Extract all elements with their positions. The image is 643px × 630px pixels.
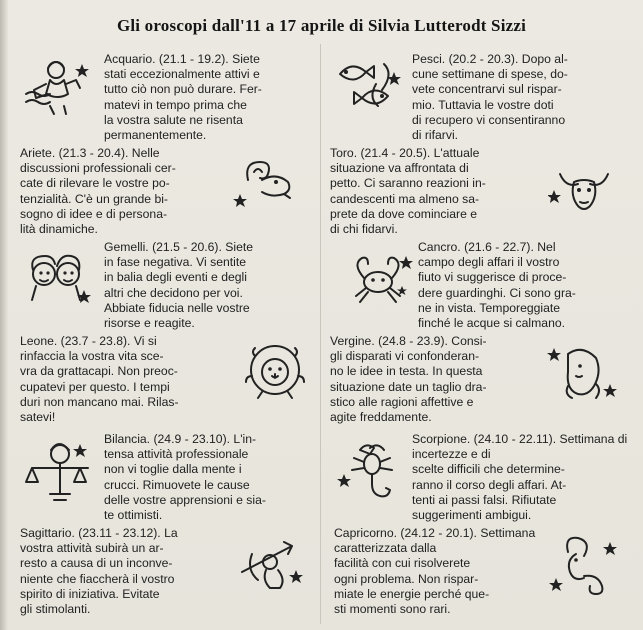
column-divider — [320, 44, 321, 624]
sign-text: L'attuale situazione va affrontata di petto. Ci saranno reazioni in- candescenti ma almeno sa- prete da dove cominciare e di chi fidarvi. — [330, 146, 486, 237]
horoscope-scorpione — [412, 432, 630, 523]
horoscope-sagittario — [20, 526, 230, 617]
sign-dates: (20.2 - 20.3). — [448, 52, 519, 66]
aquarius-icon — [20, 54, 92, 116]
page-edge-shadow — [0, 0, 8, 630]
sign-name: Toro. — [330, 146, 358, 160]
sign-name: Leone. — [20, 334, 58, 348]
horoscope-pesci — [412, 52, 627, 143]
sign-text: Settimana caratterizzata dalla facilità con cui risolverete ogni problema. Non rispar- miate le energie perché que- sti momenti sono rari. — [334, 526, 536, 617]
sign-text: Nel campo degli affari il vostro fiuto vi suggerisce di proce- dere guardinghi. Ci sono gra- ne in vista. Temporeggiate finché le acque si calmano. — [418, 240, 576, 331]
taurus-icon — [548, 160, 620, 222]
sign-text: Nelle discussioni professionali cer- cate di rilevare le vostre po- tenzialità. C'è un grande bi- sogno di idee e di persona- lità dinamiche. — [20, 146, 176, 237]
sign-name: Capricorno. — [334, 526, 397, 540]
sign-dates: (21.3 - 20.4). — [58, 146, 129, 160]
aries-icon — [232, 150, 304, 212]
sign-text: Dopo al- cune settimane di spese, do- vete concentrarvi sul rispar- mio. Tuttavia le vostre doti di recupero vi consentiranno di rifarvi. — [412, 52, 568, 143]
sign-name: Ariete. — [20, 146, 56, 160]
scorpio-icon — [336, 436, 408, 506]
sign-name: Acquario. — [104, 52, 156, 66]
horoscope-ariete — [20, 146, 230, 237]
sign-dates: (23.7 - 23.8). — [60, 334, 131, 348]
sign-name: Sagittario. — [20, 526, 75, 540]
capricorn-icon — [548, 532, 620, 598]
sign-text: L'in- tensa attività professionale non vi toglie dalla mente i crucci. Rimuovete le cause delle vostre apprensioni e sia- te ottimisti. — [104, 432, 266, 523]
libra-icon — [20, 438, 92, 508]
sign-dates: (23.11 - 23.12). — [78, 526, 161, 540]
sign-dates: (21.6 - 22.7). — [464, 240, 534, 254]
sign-text: Settimana di incertezze e di scelte difficili che determine- ranno il corso degli affari. At- tenti ai passi falsi. Rifiutate suggerimenti ambigui. — [412, 432, 628, 523]
sign-name: Scorpione. — [412, 432, 471, 446]
pisces-icon — [332, 54, 404, 116]
sign-name: Cancro. — [418, 240, 461, 254]
sagittarius-icon — [234, 532, 306, 598]
sign-dates: (21.5 - 20.6). — [152, 240, 222, 254]
virgo-icon — [546, 340, 618, 402]
page-title: Gli oroscopi dall'11 a 17 aprile di Silvia Lutterodt Sizzi — [116, 16, 527, 35]
sign-name: Gemelli. — [104, 240, 149, 254]
horoscope-acquario — [104, 52, 319, 143]
sign-text: Consi- gli disparati vi confonderan- no le idee in testa. In questa situazione date un taglio dra- stico alle ragioni affettive e agite freddamente. — [330, 334, 487, 425]
sign-dates: (24.8 - 23.9). — [378, 334, 448, 348]
sign-text: Siete stati eccezionalmente attivi e tutto ciò non può durare. Fer- matevi in tempo prima che la vostra salute ne risenta permanentemente. — [104, 52, 262, 143]
sign-dates: (24.10 - 22.11). — [473, 432, 557, 446]
sign-name: Bilancia. — [104, 432, 151, 446]
horoscope-cancro — [418, 240, 630, 331]
horoscope-toro — [330, 146, 540, 237]
sign-name: Vergine. — [330, 334, 375, 348]
cancer-icon — [342, 248, 414, 310]
horoscope-leone — [20, 334, 232, 425]
horoscope-vergine — [330, 334, 538, 425]
horoscope-gemelli — [104, 240, 318, 331]
sign-dates: (24.12 - 20.1). — [400, 526, 477, 540]
sign-text: Vi si rinfaccia la vostra vita sce- vra da grattacapi. Non preoc- cupatevi per questo. I tempi duri non mancano mai. Rilas- satevi! — [20, 334, 179, 425]
sign-dates: (21.1 - 19.2). — [158, 52, 229, 66]
gemini-icon — [20, 246, 92, 308]
horoscope-capricorno — [334, 526, 546, 617]
sign-dates: (21.4 - 20.5). — [360, 146, 431, 160]
sign-dates: (24.9 - 23.10). — [153, 432, 231, 446]
sign-text: La vostra attività subirà un ar- resto a causa di un inconve- niente che fiaccherà il vostro spirito di iniziativa. Evitate gli stimolanti. — [20, 526, 178, 617]
sign-name: Pesci. — [412, 52, 446, 66]
leo-icon — [240, 336, 310, 406]
horoscope-bilancia — [104, 432, 318, 523]
sign-text: Siete in fase negativa. Vi sentite in balia degli eventi e degli altri che decidono per voi. Abbiate fiducia nelle vostre risorse e reagite. — [104, 240, 254, 331]
